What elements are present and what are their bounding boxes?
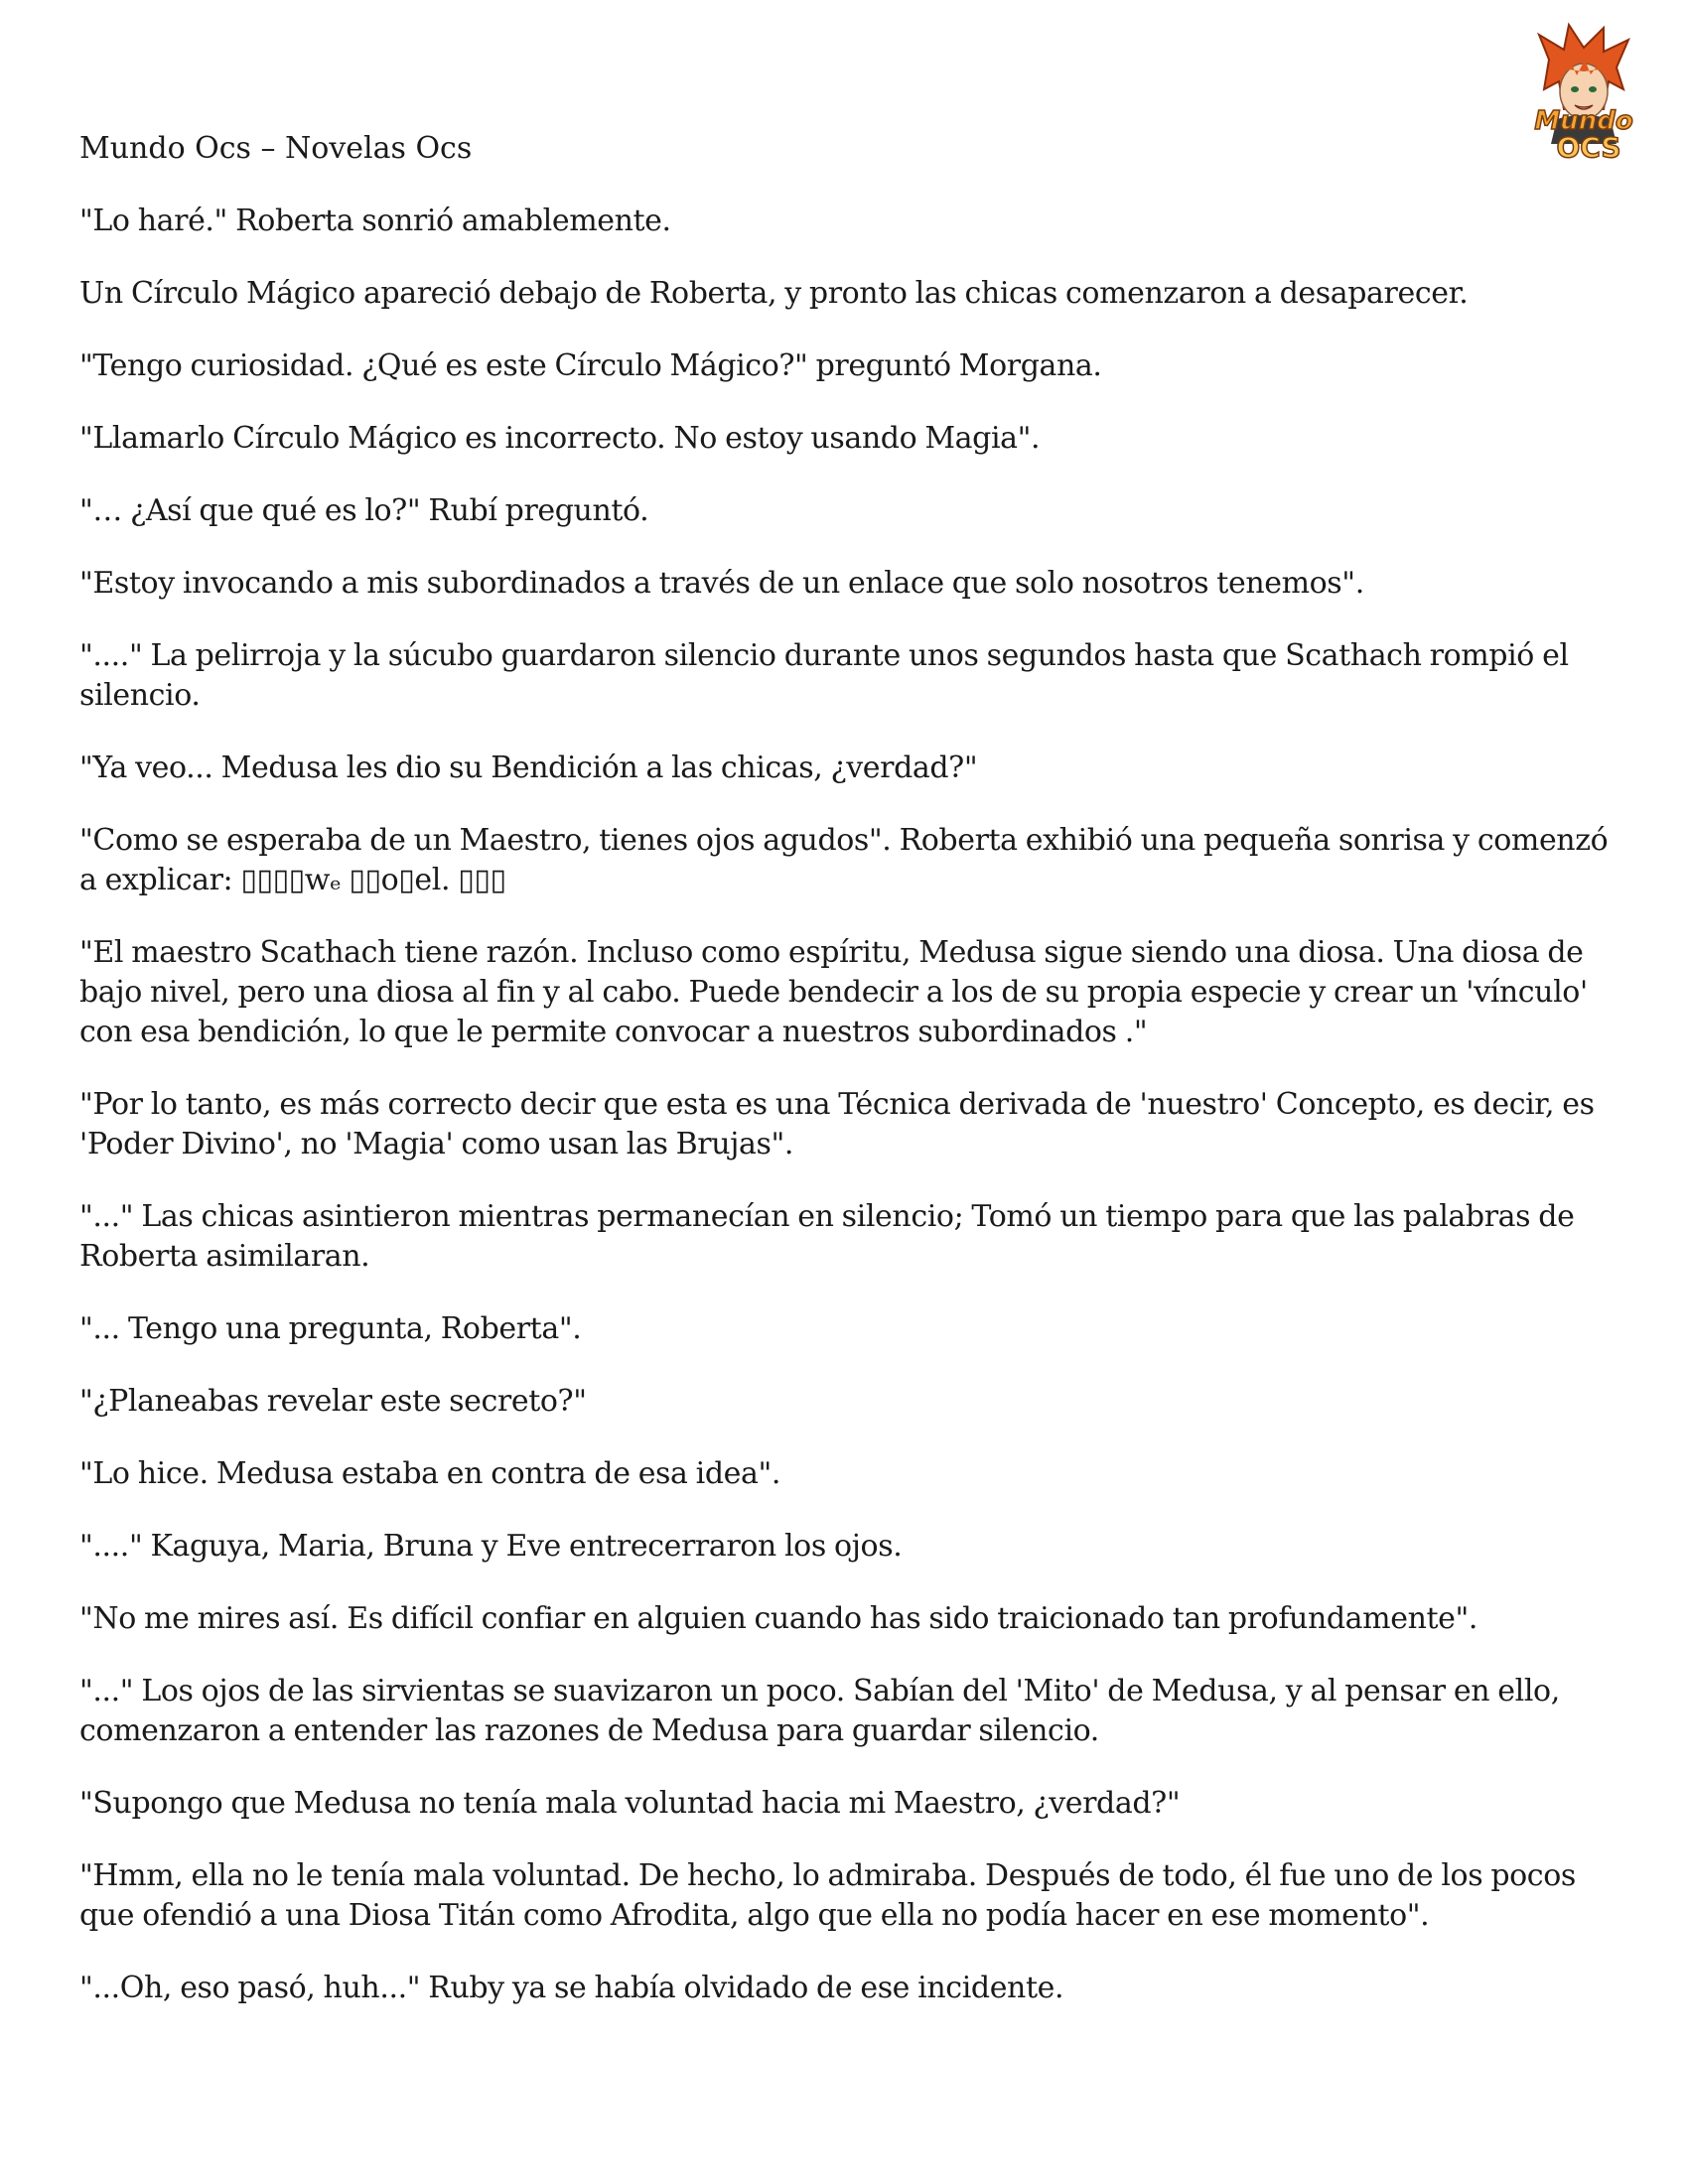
paragraph: "..." Los ojos de las sirvientas se suavizaron un poco. Sabían del 'Mito' de Medusa, y al pensar en ello, comenzaron a entender las razones de Medusa para guardar silencio. [79,1674,1560,1748]
paragraph: "...." La pelirroja y la súcubo guardaron silencio durante unos segundos hasta que Scathach rompió el silencio. [79,638,1569,713]
paragraph: "Lo haré." Roberta sonrió amablemente. [79,204,671,238]
paragraph: "... Tengo una pregunta, Roberta". [79,1311,582,1346]
paragraph: "Hmm, ella no le tenía mala voluntad. De hecho, lo admiraba. Después de todo, él fue uno de los pocos que ofendió a una Diosa Titán como Afrodita, algo que ella no podía hacer en ese momento". [79,1858,1576,1933]
paragraph: "..." Las chicas asintieron mientras permanecían en silencio; Tomó un tiempo para que las palabras de Roberta asimilaran. [79,1199,1575,1274]
paragraph: "...Oh, eso pasó, huh..." Ruby ya se había olvidado de ese incidente. [79,1971,1064,2005]
document-body [79,129,1628,2041]
paragraph: "Tengo curiosidad. ¿Qué es este Círculo Mágico?" preguntó Morgana. [79,348,1102,383]
paragraph: "No me mires así. Es difícil confiar en alguien cuando has sido traicionado tan profundamente". [79,1601,1478,1636]
paragraph: "...." Kaguya, Maria, Bruna y Eve entrecerraron los ojos. [79,1529,903,1564]
logo-text-ocs: OCS [1556,131,1621,164]
paragraph: "Estoy invocando a mis subordinados a través de un enlace que solo nosotros tenemos". [79,566,1364,601]
paragraph: "Ya veo... Medusa les dio su Bendición a las chicas, ¿verdad?" [79,751,978,785]
paragraph: "… ¿Así que qué es lo?" Rubí preguntó. [79,493,649,528]
paragraph: "Supongo que Medusa no tenía mala voluntad hacia mi Maestro, ¿verdad?" [79,1786,1181,1821]
paragraph: Un Círculo Mágico apareció debajo de Roberta, y pronto las chicas comenzaron a desaparecer. [79,276,1469,311]
paragraph: "¿Planeabas revelar este secreto?" [79,1384,587,1419]
paragraph: "Llamarlo Círculo Mágico es incorrecto. No estoy usando Magia". [79,421,1041,456]
paragraph: "Por lo tanto, es más correcto decir que esta es una Técnica derivada de 'nuestro' Concepto, es decir, es 'Poder Divino', no 'Magia' como usan las Brujas". [79,1087,1595,1161]
paragraph: "Lo hice. Medusa estaba en contra de esa idea". [79,1456,781,1491]
document-header: Mundo Ocs – Novelas Ocs [79,131,473,166]
paragraph: "Como se esperaba de un Maestro, tienes ojos agudos". Roberta exhibió una pequeña sonrisa y comenzó a explicar: ▯▯▯▯wₑ ▯▯o▯el. ▯▯▯ [79,823,1609,897]
logo-text-mundo: Mundo [1534,106,1633,136]
paragraph: "El maestro Scathach tiene razón. Incluso como espíritu, Medusa sigue siendo una diosa. Una diosa de bajo nivel, pero una diosa al fin y al cabo. Puede bendecir a los de su propia especie y crear un 'vínculo' con esa bendición, lo que le permite convocar a nuestros subordinados ." [79,935,1588,1049]
